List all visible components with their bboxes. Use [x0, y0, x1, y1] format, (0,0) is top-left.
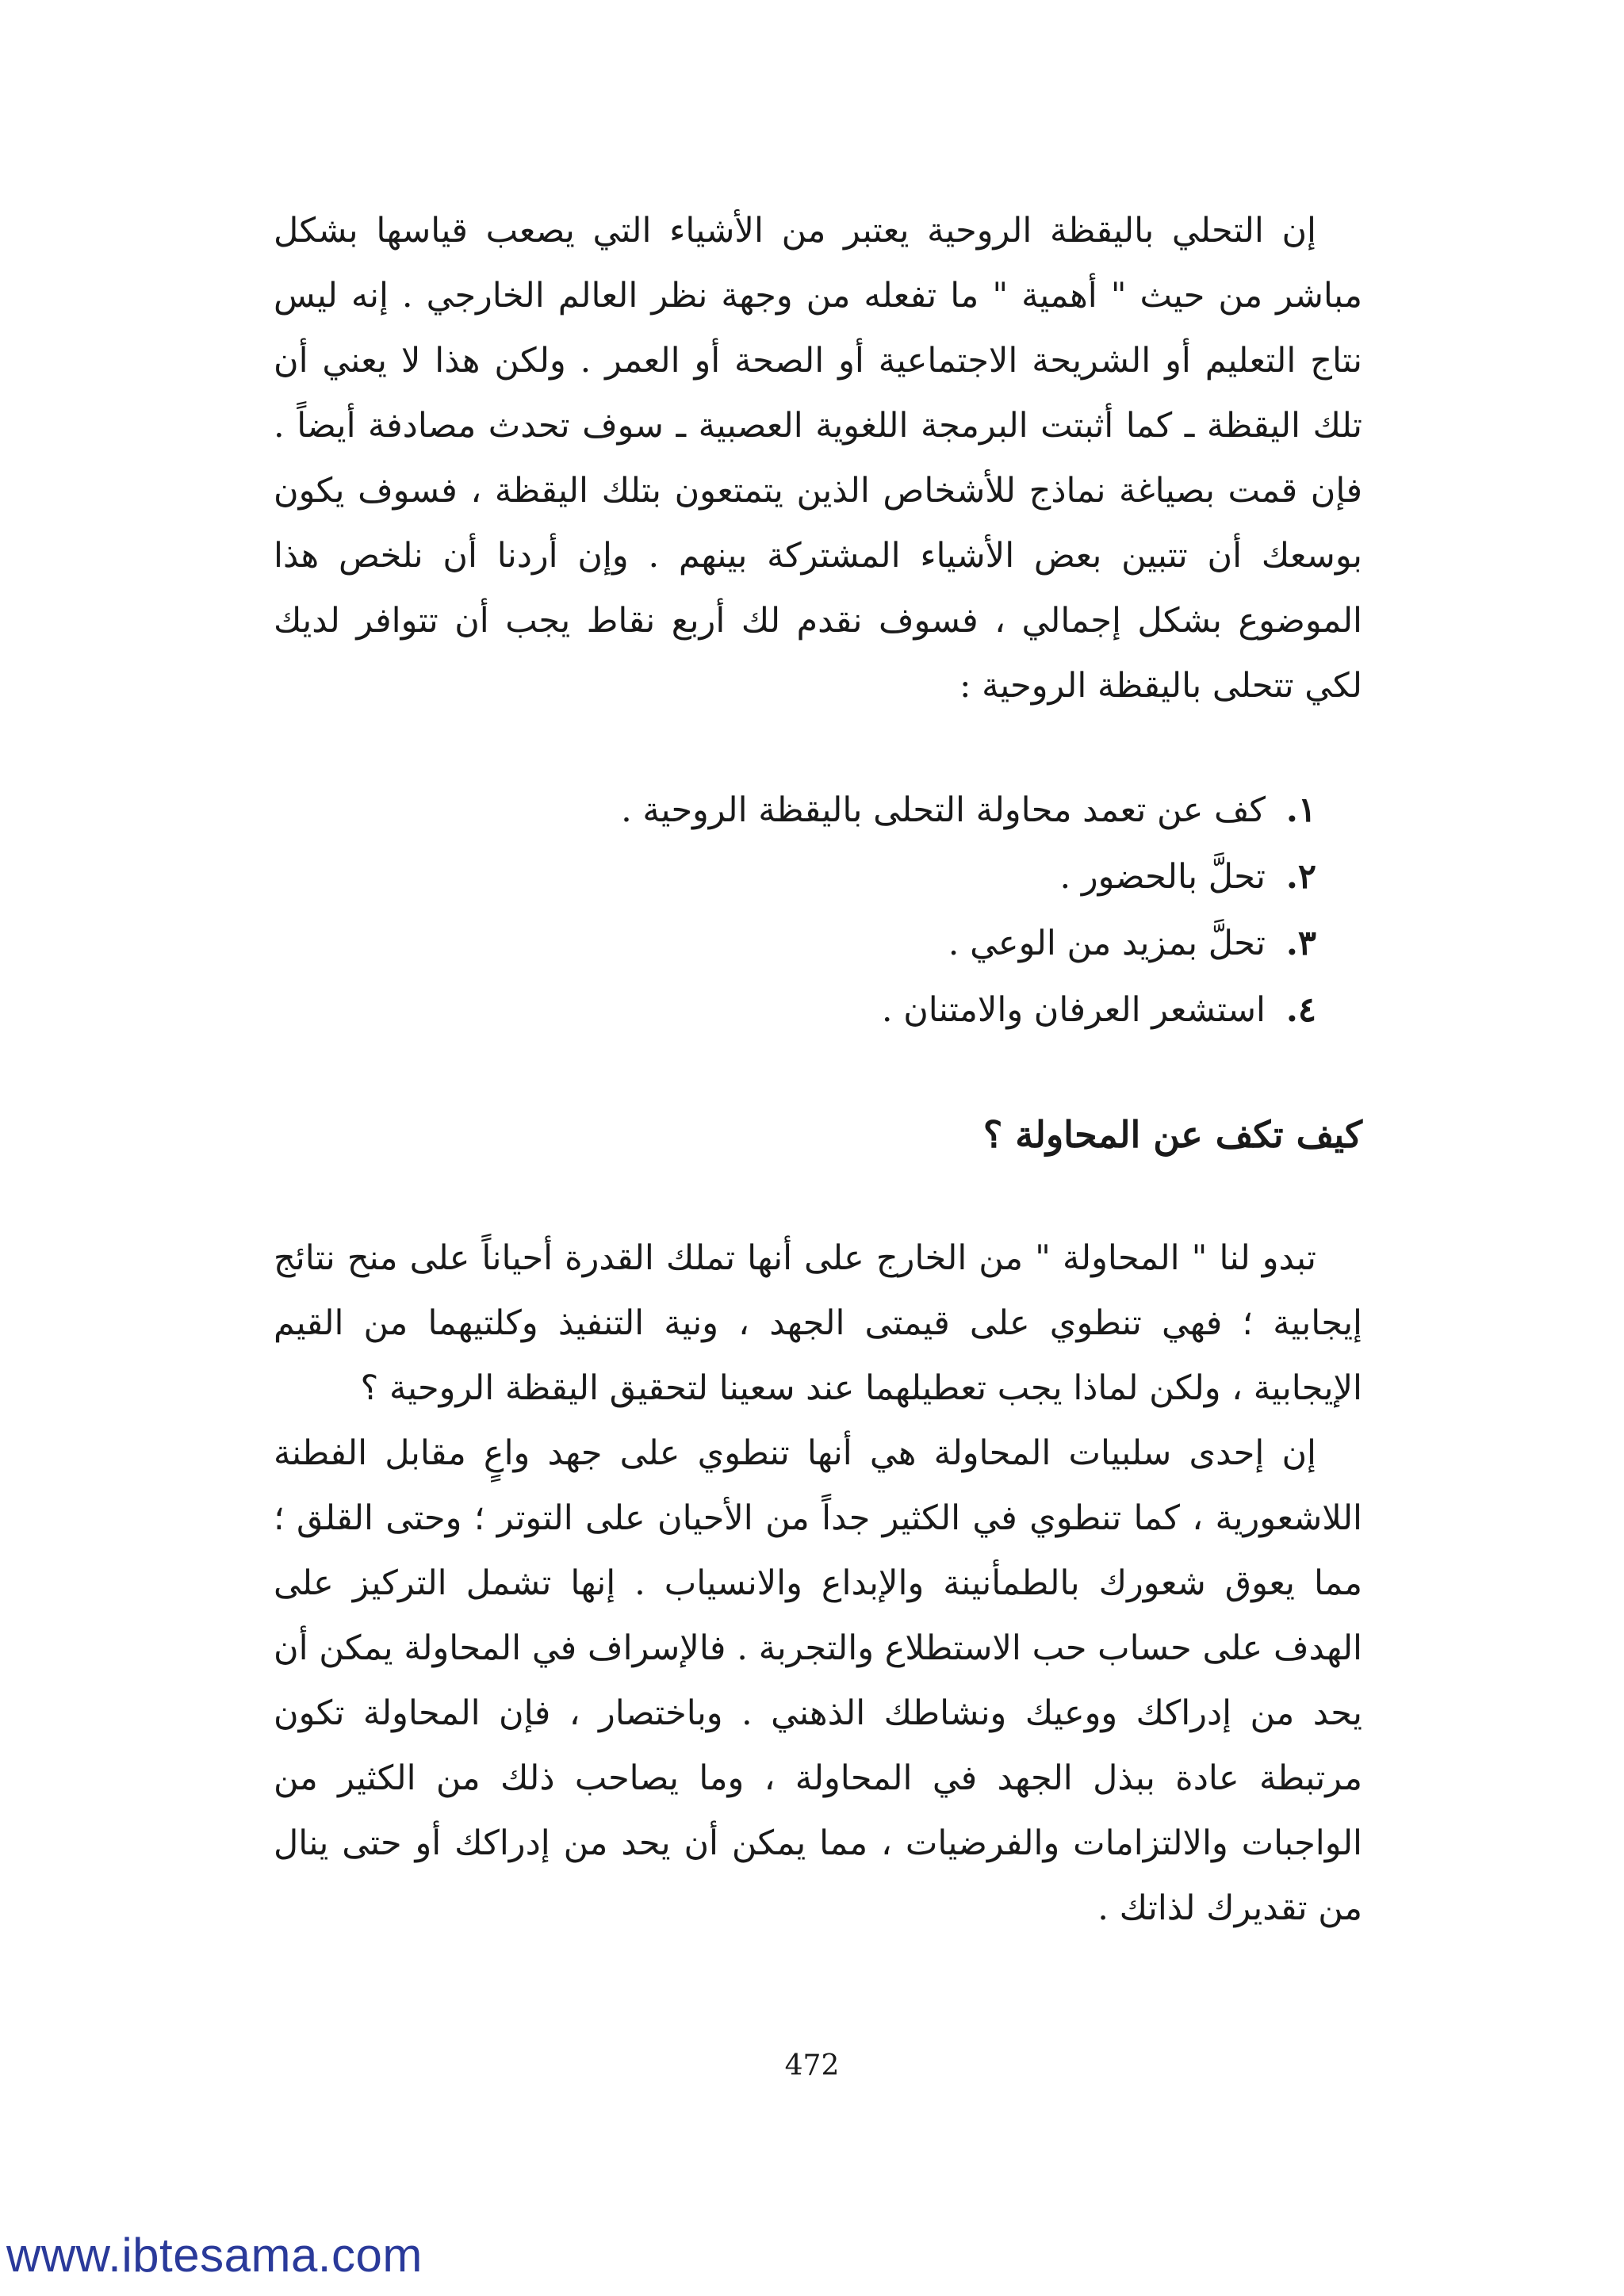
list-item-number: ٤.	[1285, 990, 1316, 1030]
list-item	[274, 977, 1316, 1043]
body-paragraph: إن إحدى سلبيات المحاولة هي أنها تنطوي على جهد واعٍ مقابل الفطنة اللاشعورية ، كما تنطوي في الكثير جداً من الأحيان على التوتر ؛ وحتى القلق ؛ مما يعوق شعورك بالطمأنينة والإبداع والانسياب . إنها تشمل التركيز على الهدف على حساب حب الاستطلاع والتجربة . فالإسراف في المحاولة يمكن أن يحد من إدراكك ووعيك ونشاطك الذهني . وباختصار ، فإن المحاولة تكون مرتبطة عادة ببذل الجهد في المحاولة ، وما يصاحب ذلك من الكثير من الواجبات والالتزامات والفرضيات ، مما يمكن أن يحد من إدراكك أو حتى ينال من تقديرك لذاتك .	[274, 1433, 1362, 1928]
site-watermark: www.ibtesama.com	[6, 2229, 423, 2282]
list-item-number: ٢.	[1285, 857, 1316, 897]
list-item	[274, 910, 1316, 977]
list-item-text: استشعر العرفان والامتنان .	[881, 990, 1266, 1030]
list-item-text: كف عن تعمد محاولة التحلى باليقظة الروحية .	[621, 790, 1266, 830]
spacer	[274, 1043, 1362, 1102]
list-item-number: ٣.	[1285, 924, 1316, 963]
section-heading: كيف تكف عن المحاولة ؟	[982, 1113, 1362, 1156]
list-item	[274, 777, 1316, 844]
page-body	[274, 198, 1362, 1941]
list-item-text: تحلَّ بمزيد من الوعي .	[948, 924, 1266, 963]
list-item	[274, 844, 1316, 910]
page-number: 472	[784, 2049, 840, 2082]
list-item-text: تحلَّ بالحضور .	[1059, 857, 1266, 897]
numbered-list	[274, 777, 1362, 1043]
spacer	[274, 1167, 1362, 1226]
spacer	[274, 718, 1362, 777]
body-paragraph: تبدو لنا " المحاولة " من الخارج على أنها تملك القدرة أحياناً على منح نتائج إيجابية ؛ فهي تنطوي على قيمتى الجهد ، ونية التنفيذ وكلتيهما من القيم الإيجابية ، ولكن لماذا يجب تعطيلهما عند سعينا لتحقيق اليقظة الروحية ؟	[274, 1238, 1362, 1408]
intro-paragraph: إن التحلي باليقظة الروحية يعتبر من الأشياء التي يصعب قياسها بشكل مباشر من حيث " أهمية " ما تفعله من وجهة نظر العالم الخارجي . إنه ليس نتاج التعليم أو الشريحة الاجتماعية أو الصحة أو العمر . ولكن هذا لا يعني أن تلك اليقظة ـ كما أثبتت البرمجة اللغوية العصبية ـ سوف تحدث مصادفة أيضاً . فإن قمت بصياغة نماذج للأشخاص الذين يتمتعون بتلك اليقظة ، فسوف يكون بوسعك أن تتبين بعض الأشياء المشتركة بينهم . وإن أردنا أن نلخص هذا الموضوع بشكل إجمالي ، فسوف نقدم لك أربع نقاط يجب أن تتوافر لديك لكي تتحلى باليقظة الروحية :	[274, 211, 1362, 706]
list-item-number: ١.	[1285, 790, 1316, 830]
